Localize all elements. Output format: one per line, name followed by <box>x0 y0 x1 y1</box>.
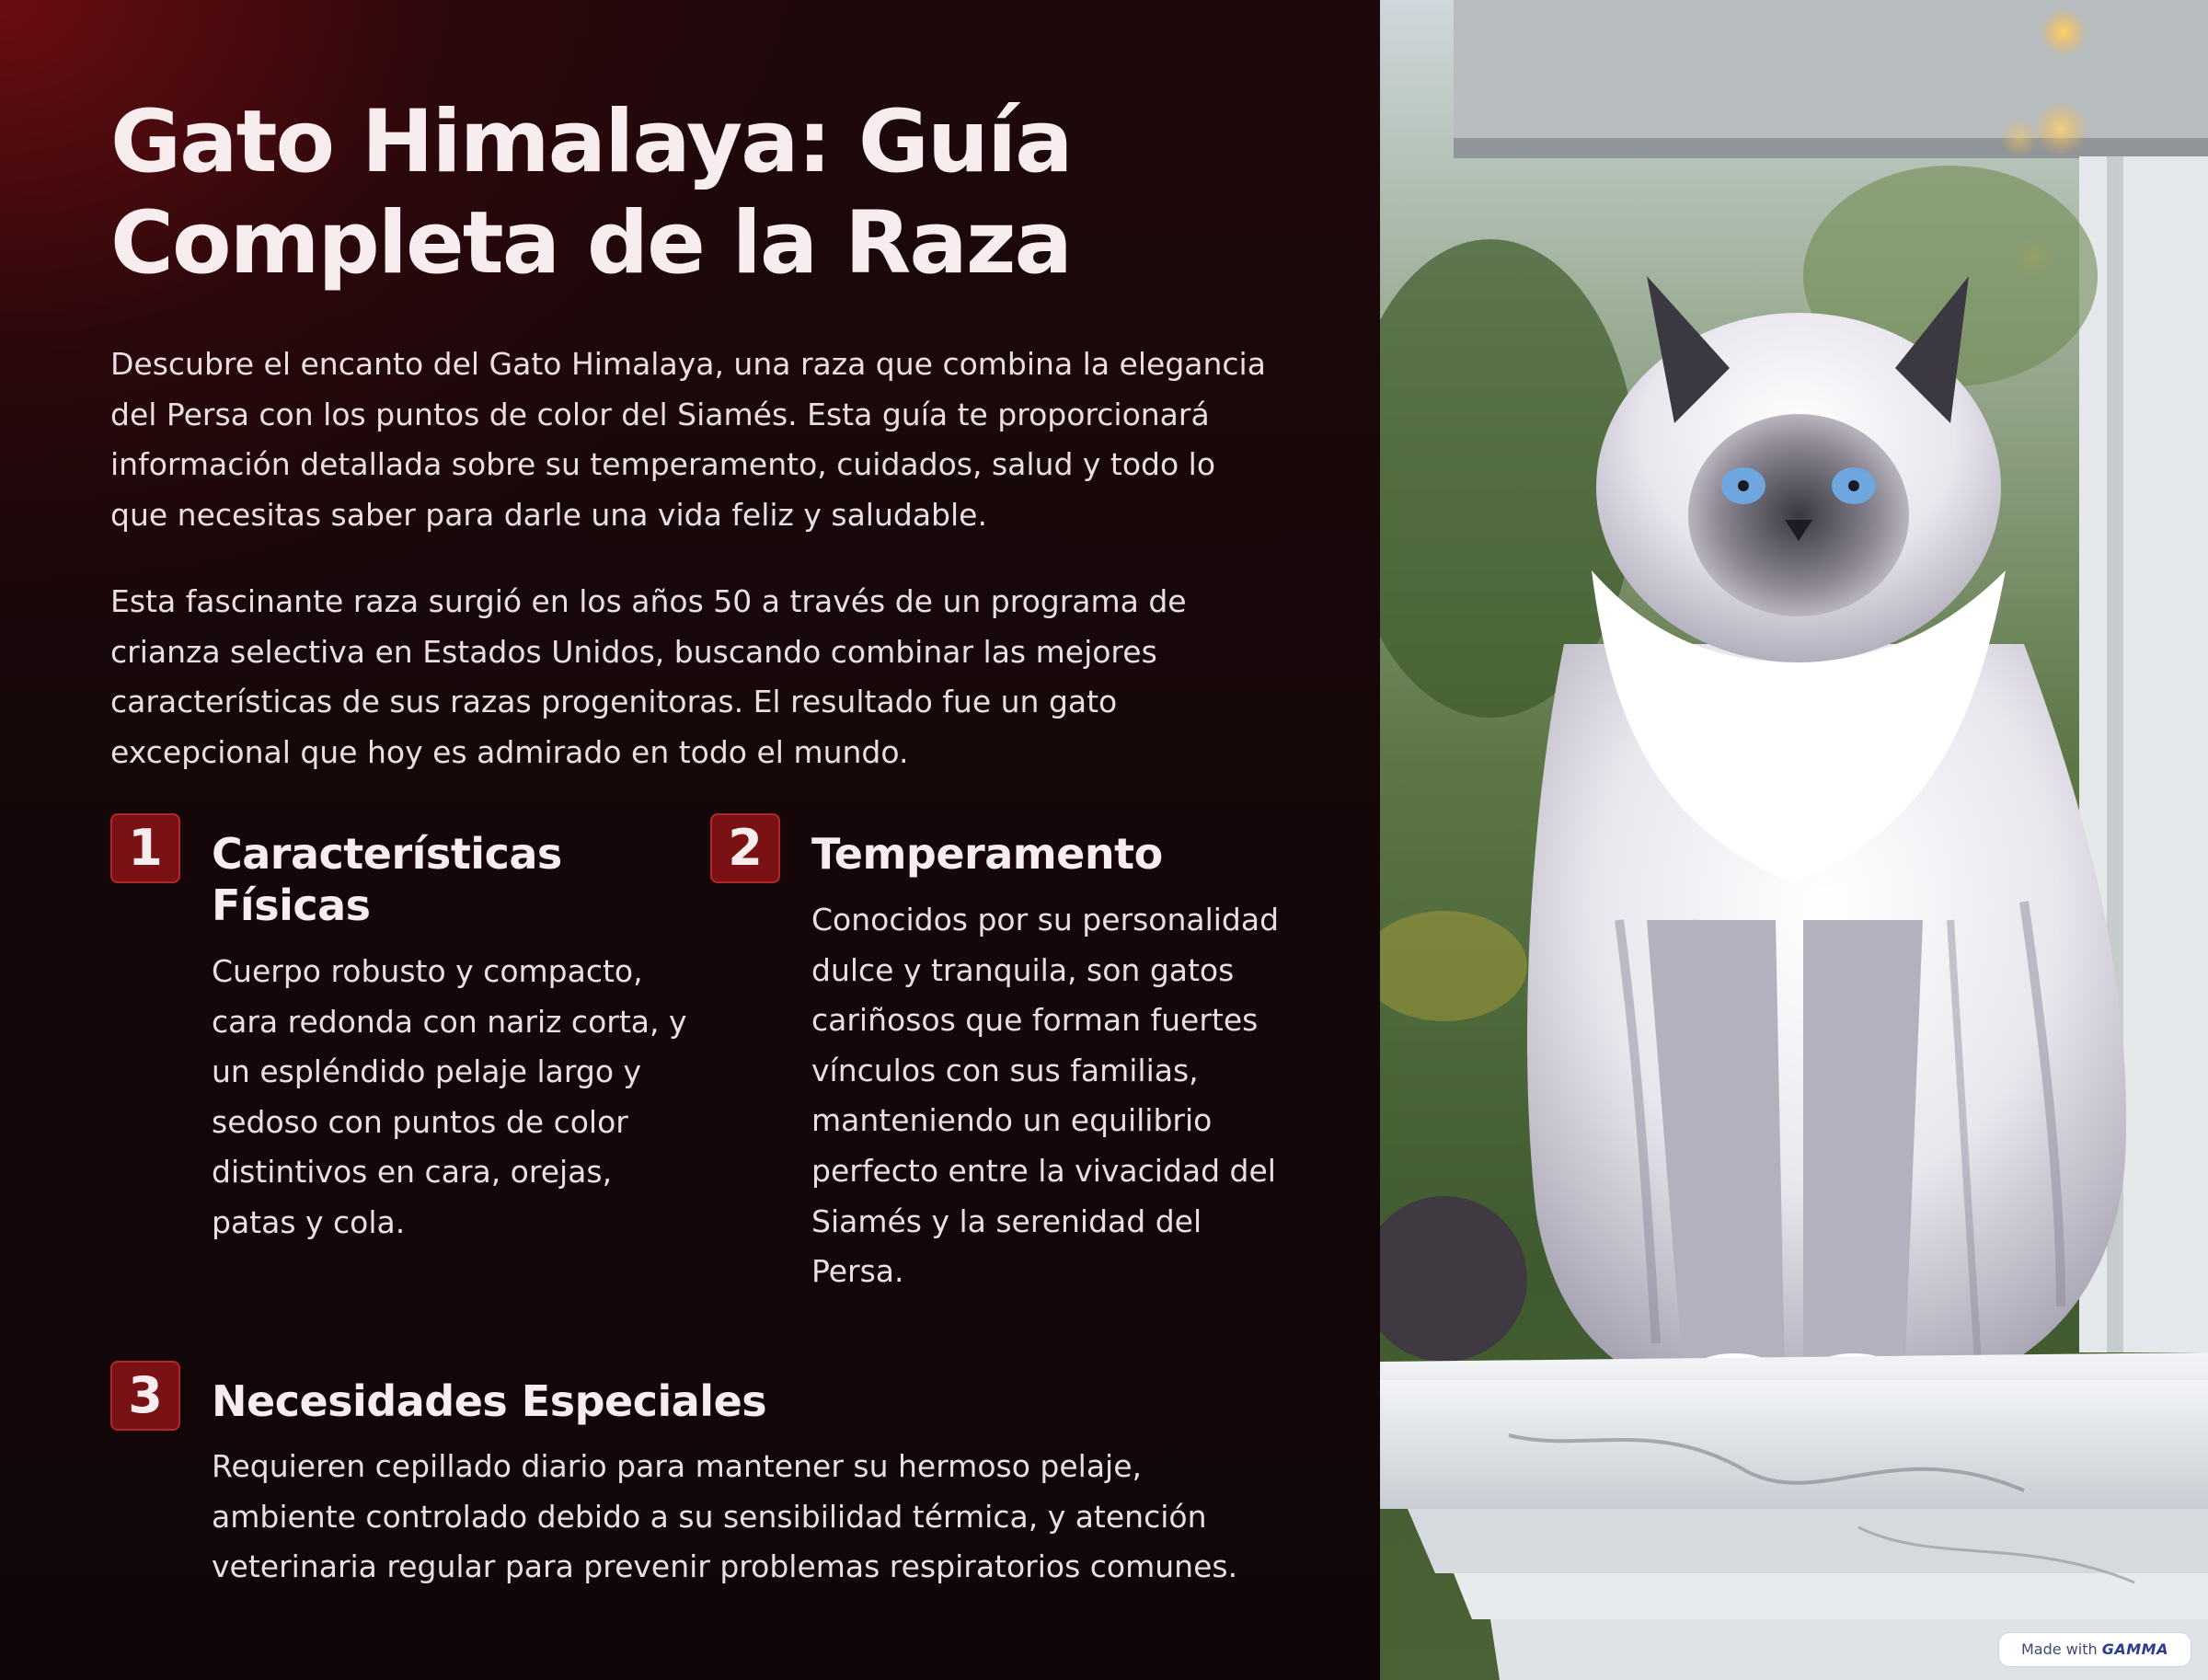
title-line-2: Completa de la Raza <box>110 193 1071 293</box>
section-body: Requieren cepillado diario para mantener su hermoso pelaje, ambiente controlado debido a su sensibilidad térmica, y atención veterinaria regular para prevenir problemas respiratorios comunes. <box>212 1448 1238 1585</box>
gamma-logo: GAMMA <box>2101 1640 2168 1658</box>
section-body: Cuerpo robusto y compacto, cara redonda con nariz corta, y un espléndido pelaje largo y sedoso con puntos de color distintivos en cara, orejas, patas y cola. <box>212 953 687 1240</box>
intro-paragraph-2: Esta fascinante raza surgió en los años 50 a través de un programa de crianza selectiva en Estados Unidos, buscando combinar las mejores características de sus razas progenitoras. El resultado fue un gato excepcional que hoy es admirado en todo el mundo. <box>110 583 1187 770</box>
intro-paragraph-1: Descubre el encanto del Gato Himalaya, una raza que combina la elegancia del Persa con los puntos de color del Siamés. Esta guía te proporcionará información detallada sobre su temperamento, cuidados, salud y todo lo que necesitas saber para darle una vida feliz y saludable. <box>110 346 1266 533</box>
himalayan-cat-photo <box>1380 0 2208 1680</box>
badge-prefix: Made with <box>2021 1640 2098 1658</box>
section-heading-line-1: Características <box>212 829 562 879</box>
section-number-badge: 1 <box>110 813 180 883</box>
section-number-badge: 3 <box>110 1361 180 1431</box>
section-number-badge: 2 <box>710 813 780 883</box>
made-with-gamma-badge[interactable] <box>1998 1632 2191 1667</box>
section-body: Conocidos por su personalidad dulce y tranquila, son gatos cariñosos que forman fuertes vínculos con sus familias, manteniendo un equilibrio perfecto entre la vivacidad del Siamés y la serenidad del Persa. <box>811 902 1280 1290</box>
section-heading: Temperamento <box>811 829 1163 879</box>
page-title <box>110 92 1306 294</box>
cat-illustration <box>1380 0 2208 1680</box>
section-heading: Necesidades Especiales <box>212 1376 767 1426</box>
section-heading <box>212 828 690 931</box>
section-heading-line-2: Físicas <box>212 880 371 930</box>
title-line-1: Gato Himalaya: Guía <box>110 92 1072 192</box>
